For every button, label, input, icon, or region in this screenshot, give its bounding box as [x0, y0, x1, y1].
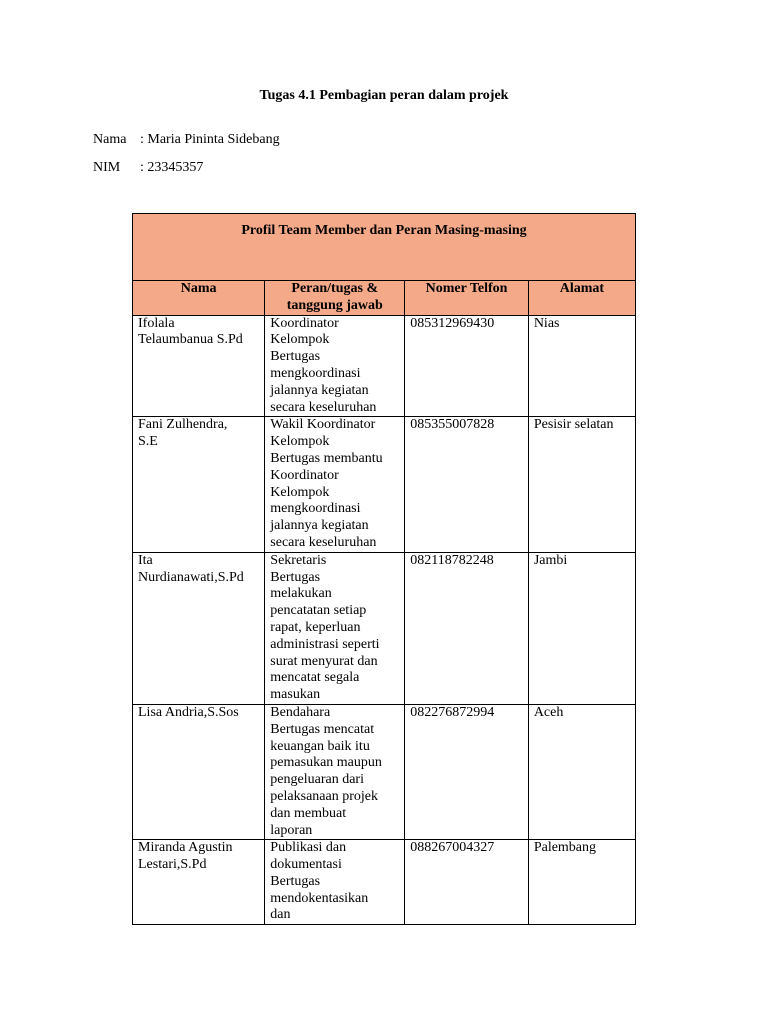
cell-peran-line: pelaksanaan projek — [270, 788, 378, 804]
table-row — [133, 552, 636, 704]
cell-peran-line: surat menyurat dan — [270, 653, 378, 669]
cell-peran-line: Wakil Koordinator — [270, 417, 376, 433]
table-body — [133, 315, 636, 925]
cell-peran-line: Koordinator — [270, 467, 339, 483]
cell-peran-line: mengkoordinasi — [270, 501, 361, 517]
cell-peran — [265, 840, 405, 925]
cell-nama — [133, 840, 265, 925]
cell-nama-line: Fani Zulhendra, — [138, 417, 228, 433]
nim-label: NIM — [93, 160, 121, 175]
table-row — [133, 840, 636, 925]
cell-peran-line: jalannya kegiatan — [270, 518, 369, 534]
table-row — [133, 315, 636, 417]
page-title: Tugas 4.1 Pembagian peran dalam projek — [259, 88, 509, 103]
cell-nama-line: Ita — [138, 552, 153, 568]
name-label: Nama — [93, 132, 127, 147]
cell-peran-line: secara keseluruhan — [270, 534, 377, 550]
cell-peran — [265, 417, 405, 552]
cell-alamat: Pesisir selatan — [528, 417, 635, 552]
cell-peran — [265, 552, 405, 704]
cell-peran-line: laporan — [270, 822, 313, 838]
cell-nama-line: S.E — [138, 434, 158, 450]
cell-telp: 082276872994 — [405, 704, 529, 839]
cell-nama-line: Telaumbanua S.Pd — [138, 332, 243, 348]
nim-value: : 23345357 — [140, 160, 204, 175]
cell-peran-line: secara keseluruhan — [270, 399, 377, 415]
cell-nama — [133, 552, 265, 704]
cell-alamat: Aceh — [528, 704, 635, 839]
cell-telp: 085312969430 — [405, 315, 529, 417]
cell-peran-line: Bendahara — [270, 704, 331, 720]
table-caption: Profil Team Member dan Peran Masing-masing — [133, 214, 636, 281]
cell-peran-line: mencatat segala — [270, 670, 360, 686]
cell-nama-line: Ifolala — [138, 315, 175, 331]
cell-nama — [133, 315, 265, 417]
cell-peran-line: Bertugas — [270, 569, 321, 585]
table-row — [133, 704, 636, 839]
cell-peran-line: pengeluaran dari — [270, 772, 364, 788]
cell-alamat: Jambi — [528, 552, 635, 704]
cell-peran-line: jalannya kegiatan — [270, 382, 369, 398]
student-name-row — [93, 132, 280, 148]
team-profile-table — [132, 213, 636, 925]
cell-nama-line: Nurdianawati,S.Pd — [138, 569, 244, 585]
cell-peran — [265, 704, 405, 839]
header-peran: Peran/tugas & tanggung jawab — [265, 281, 405, 316]
table-row — [133, 417, 636, 552]
cell-peran-line: Bertugas — [270, 873, 321, 889]
table-header-row — [133, 281, 636, 316]
cell-peran-line: Bertugas membantu — [270, 450, 383, 466]
cell-peran-line: pemasukan maupun — [270, 755, 382, 771]
cell-peran-line: Kelompok — [270, 484, 330, 500]
cell-peran-line: Kelompok — [270, 332, 330, 348]
cell-peran-line: mendokentasikan — [270, 890, 369, 906]
cell-peran-line: pencatatan setiap — [270, 603, 367, 619]
student-nim-row — [93, 160, 203, 176]
cell-peran-line: dan — [270, 907, 291, 923]
cell-nama-line: Miranda Agustin — [138, 840, 233, 856]
cell-telp: 088267004327 — [405, 840, 529, 925]
cell-peran — [265, 315, 405, 417]
cell-peran-line: administrasi seperti — [270, 636, 380, 652]
cell-telp: 082118782248 — [405, 552, 529, 704]
cell-alamat: Palembang — [528, 840, 635, 925]
header-nama: Nama — [133, 281, 265, 316]
cell-nama-line: Lisa Andria,S.Sos — [138, 704, 239, 720]
cell-peran-line: mengkoordinasi — [270, 365, 361, 381]
cell-peran-line: keuangan baik itu — [270, 738, 370, 754]
cell-peran-line: Bertugas — [270, 349, 321, 365]
cell-peran-line: Kelompok — [270, 434, 330, 450]
cell-telp: 085355007828 — [405, 417, 529, 552]
name-value: : Maria Pininta Sidebang — [140, 132, 280, 147]
cell-peran-line: melakukan — [270, 586, 332, 602]
cell-peran-line: Bertugas mencatat — [270, 721, 375, 737]
cell-peran-line: rapat, keperluan — [270, 619, 361, 635]
cell-peran-line: Koordinator — [270, 315, 339, 331]
cell-alamat: Nias — [528, 315, 635, 417]
cell-peran-line: dan membuat — [270, 805, 347, 821]
header-telp: Nomer Telfon — [405, 281, 529, 316]
header-alamat: Alamat — [528, 281, 635, 316]
cell-peran-line: Sekretaris — [270, 552, 327, 568]
cell-peran-line: dokumentasi — [270, 857, 342, 873]
cell-peran-line: masukan — [270, 687, 321, 703]
cell-nama — [133, 417, 265, 552]
cell-nama — [133, 704, 265, 839]
cell-nama-line: Lestari,S.Pd — [138, 857, 207, 873]
cell-peran-line: Publikasi dan — [270, 840, 347, 856]
